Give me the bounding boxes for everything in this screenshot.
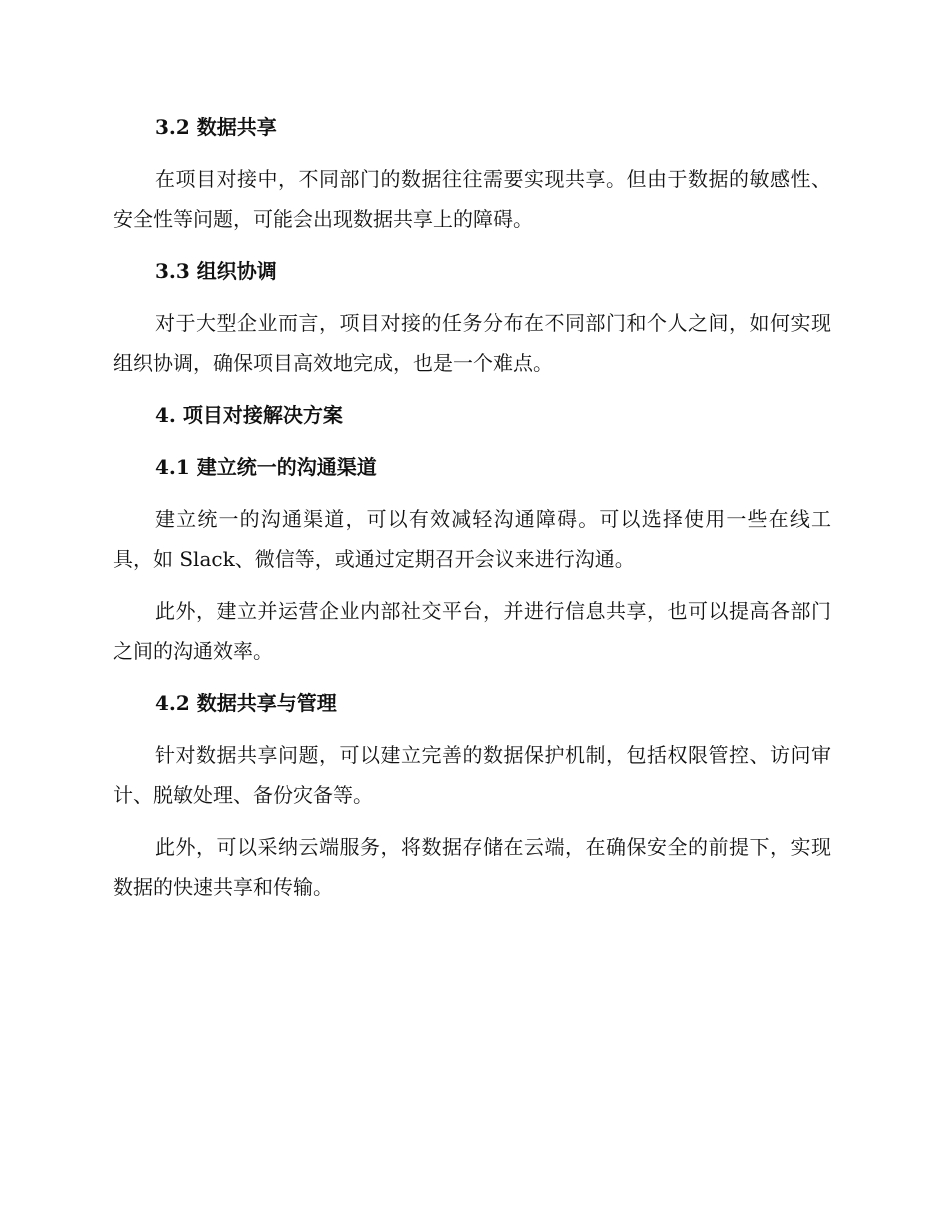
paragraph-data-sharing: 在项目对接中，不同部门的数据往往需要实现共享。但由于数据的敏感性、安全性等问题，可能会出现数据共享上的障碍。 xyxy=(113,167,831,231)
heading-4: 4. 项目对接解决方案 xyxy=(155,403,343,427)
heading-4-1: 4.1 建立统一的沟通渠道 xyxy=(155,455,377,479)
paragraph-unified-channel: 建立统一的沟通渠道，可以有效减轻沟通障碍。可以选择使用一些在线工具，如 Slack、微信等，或通过定期召开会议来进行沟通。 xyxy=(113,507,831,571)
heading-4-2: 4.2 数据共享与管理 xyxy=(155,691,337,715)
paragraph-cloud-service: 此外，可以采纳云端服务，将数据存储在云端，在确保安全的前提下，实现数据的快速共享和传输。 xyxy=(113,835,831,899)
paragraph-social-platform: 此外，建立并运营企业内部社交平台，并进行信息共享，也可以提高各部门之间的沟通效率。 xyxy=(113,599,831,663)
paragraph-data-protection: 针对数据共享问题，可以建立完善的数据保护机制，包括权限管控、访问审计、脱敏处理、备份灾备等。 xyxy=(113,743,831,807)
heading-3-3: 3.3 组织协调 xyxy=(155,259,277,283)
document-body xyxy=(113,107,831,919)
heading-3-2: 3.2 数据共享 xyxy=(155,115,277,139)
paragraph-org-coordination: 对于大型企业而言，项目对接的任务分布在不同部门和个人之间，如何实现组织协调，确保项目高效地完成，也是一个难点。 xyxy=(113,311,831,375)
